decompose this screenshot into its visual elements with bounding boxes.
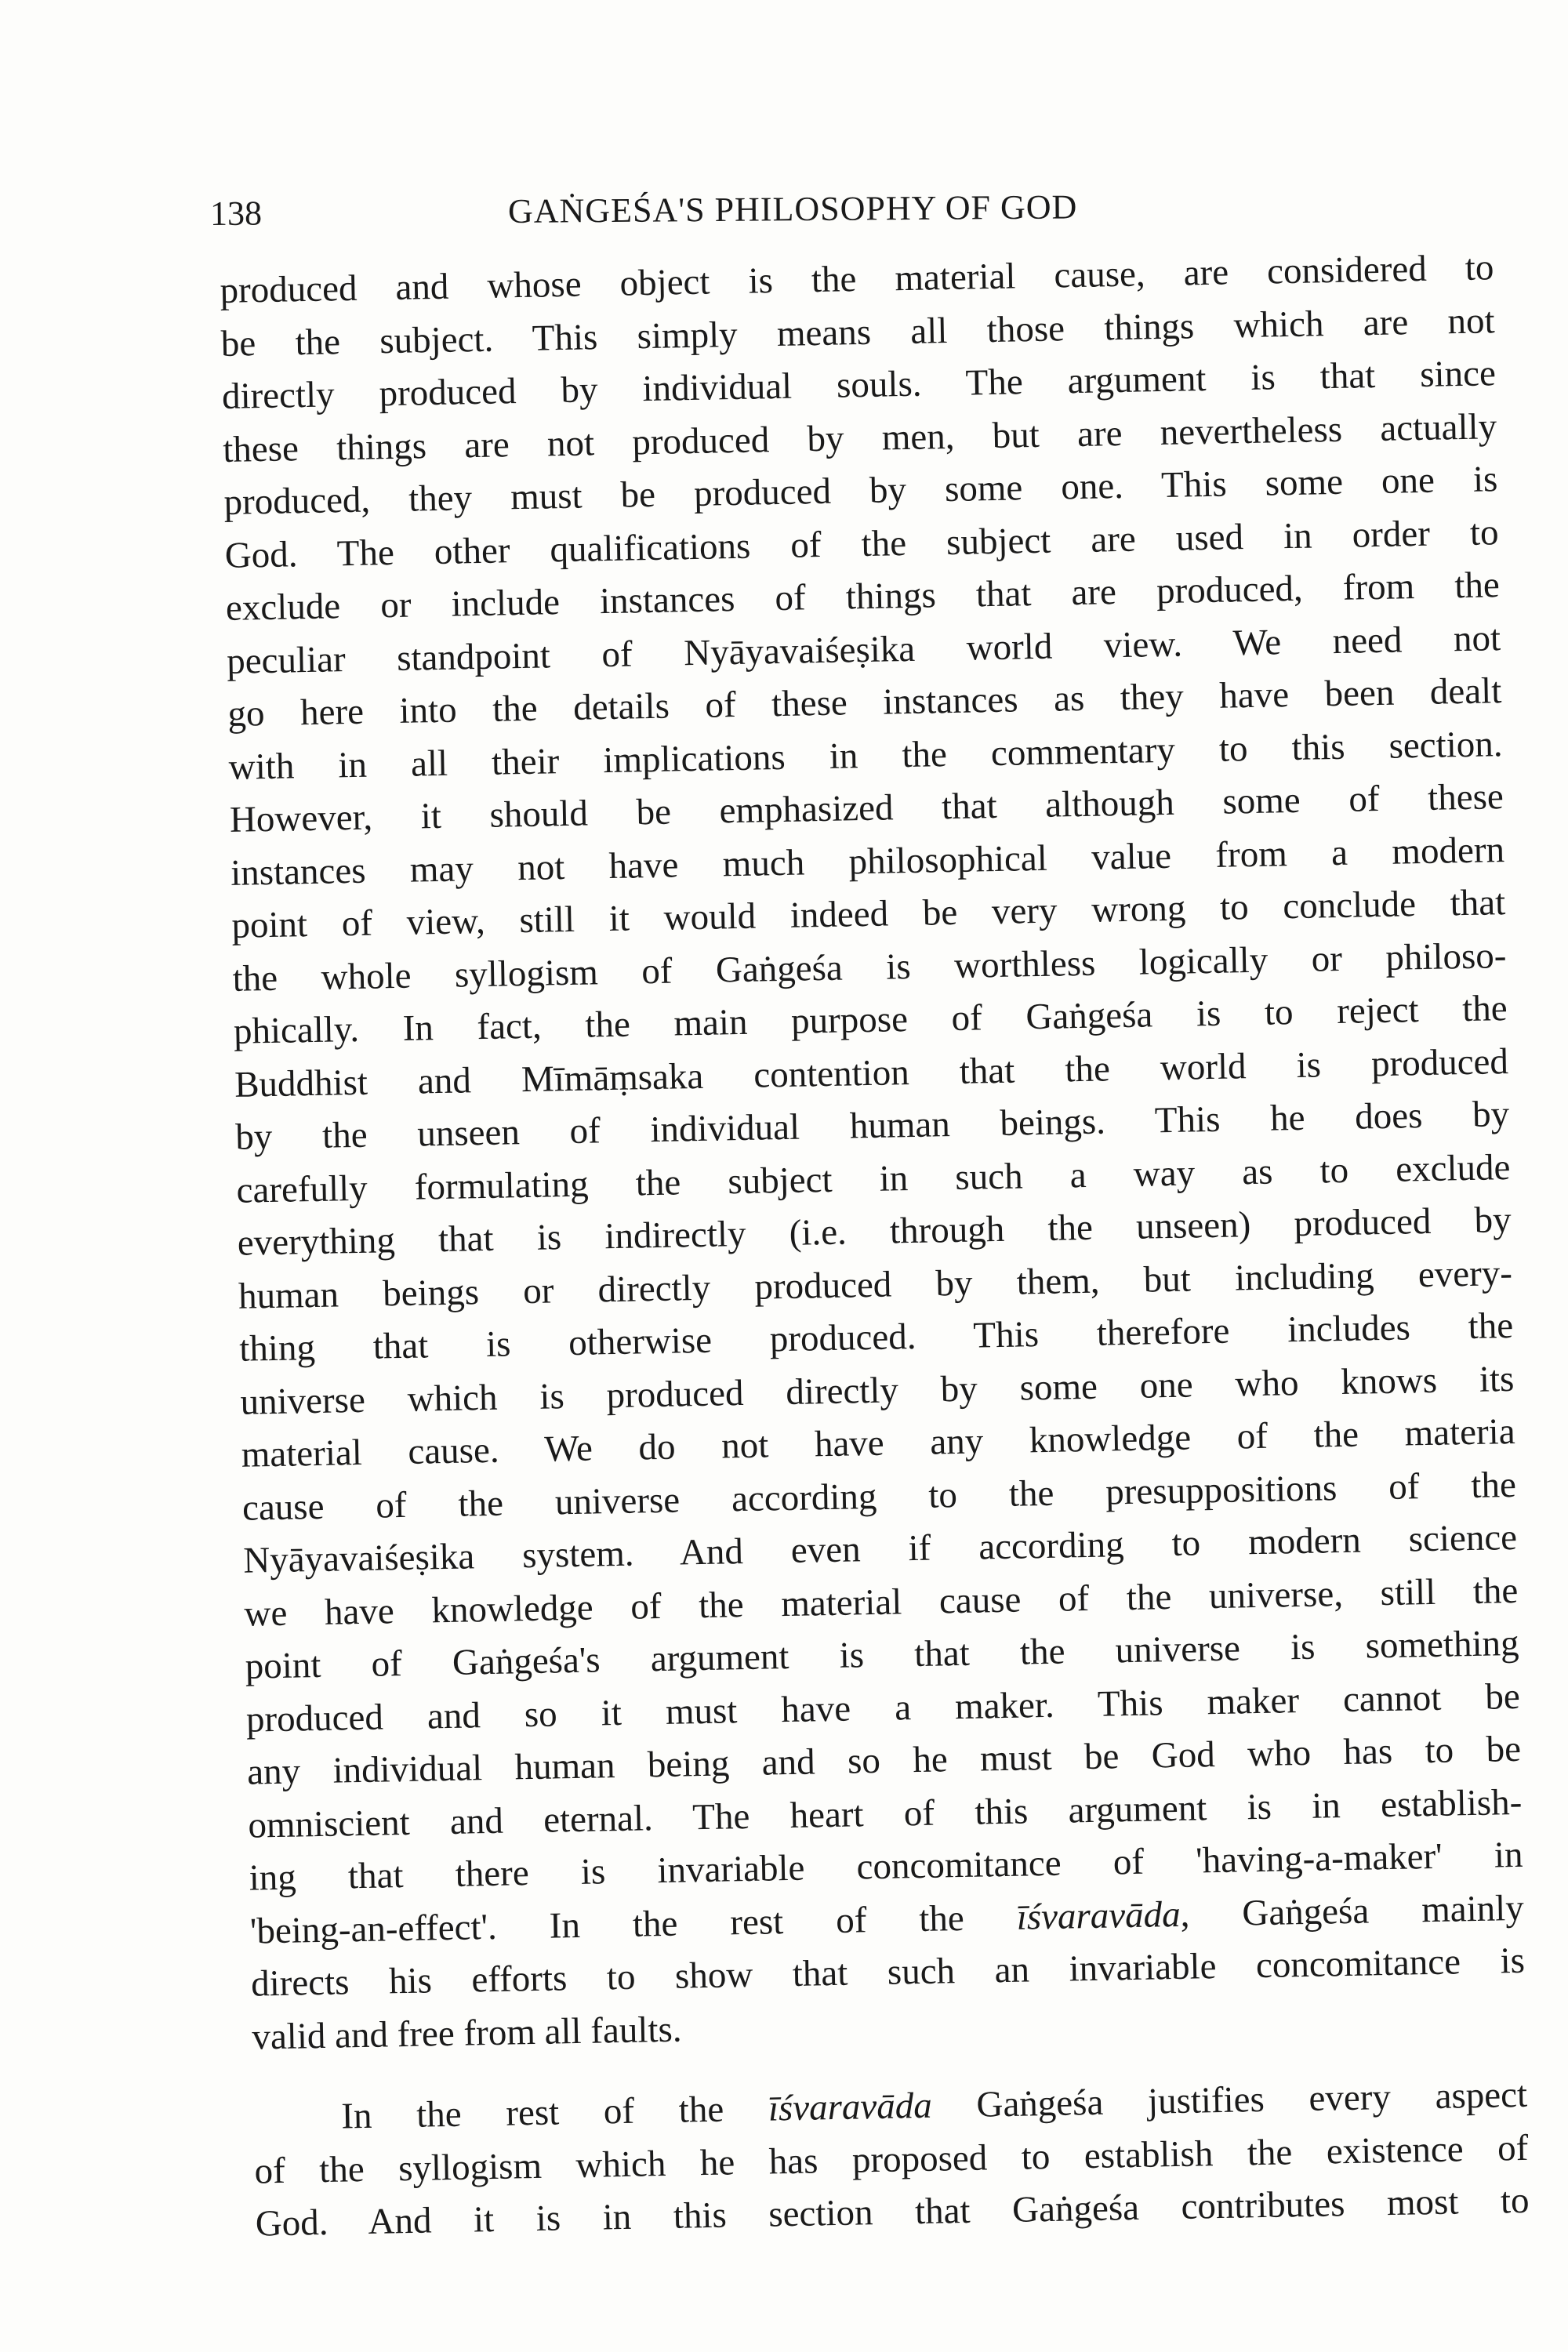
paragraph-2 <box>253 2069 1530 2251</box>
text-line: with in all their implications in the commentary to this section. <box>228 723 1503 788</box>
text-line: carefully formulating the subject in such a way as to exclude <box>236 1146 1511 1211</box>
text-segment: In the rest of the <box>340 2088 769 2137</box>
text-line: Buddhist and Mīmāṃsaka contention that the world is produced <box>234 1040 1509 1105</box>
text-line: produced and so it must have a maker. This maker cannot be <box>245 1675 1521 1740</box>
text-line: these things are not produced by men, but are nevertheless actually <box>222 405 1497 470</box>
text-line: everything that is indirectly (i.e. through the unseen) produced by <box>237 1200 1512 1264</box>
text-line: human beings or directly produced by them, but including every- <box>238 1252 1513 1317</box>
text-line: universe which is produced directly by some one who knows its <box>240 1358 1515 1423</box>
text-line: produced and whose object is the material cause, are considered to <box>220 247 1494 311</box>
text-line: omniscient and eternal. The heart of this argument is in establish- <box>247 1781 1523 1846</box>
text-line: any individual human being and so he must be God who has to be <box>246 1728 1522 1793</box>
paragraph-1 <box>220 241 1526 2063</box>
text-line: ing that there is invariable concomitance of 'having-a-maker' in <box>249 1834 1523 1899</box>
italic-term: īśvaravāda <box>768 2085 933 2129</box>
text-line: produced, they must be produced by some one. This some one is <box>223 459 1498 523</box>
text-line: the whole syllogism of Gaṅgeśa is worthless logically or philoso- <box>232 935 1507 1000</box>
text-line: peculiar standpoint of Nyāyavaiśeṣika world view. We need not <box>226 617 1501 682</box>
text-line: Nyāyavaiśeṣika system. And even if according to modern science <box>242 1516 1518 1581</box>
text-line: However, it should be emphasized that although some of these <box>229 776 1504 840</box>
text-line: we have knowledge of the material cause of the universe, still the <box>244 1570 1519 1635</box>
text-segment: Gaṅgeśa justifies every aspect <box>931 2074 1528 2126</box>
text-line: of the syllogism which he has proposed to establish the existence of <box>254 2127 1529 2192</box>
text-line: cause of the universe according to the presuppositions of the <box>241 1464 1517 1529</box>
page-number: 138 <box>209 194 263 233</box>
running-head <box>210 176 1527 241</box>
text-line: God. And it is in this section that Gaṅgeśa contributes most to <box>255 2180 1530 2245</box>
text-line: be the subject. This simply means all those things which are not <box>220 299 1496 365</box>
text-line: material cause. We do not have any knowledge of the materia <box>241 1410 1516 1475</box>
text-line: point of Gaṅgeśa's argument is that the universe is something <box>245 1622 1519 1687</box>
text-line: instances may not have much philosophical value from a modern <box>230 829 1505 894</box>
text-line: by the unseen of individual human beings. This he does by <box>234 1094 1510 1158</box>
running-title: GAṄGEŚA'S PHILOSOPHY OF GOD <box>507 187 1078 231</box>
text-line: phically. In fact, the main purpose of Gaṅgeśa is to reject the <box>233 988 1508 1052</box>
text-line: point of view, still it would indeed be very wrong to conclude that <box>230 882 1506 946</box>
body-text <box>220 241 1530 2251</box>
text-line: exclude or include instances of things that are produced, from the <box>225 564 1501 629</box>
text-line: directly produced by individual souls. The argument is that since <box>221 353 1497 417</box>
text-line: directs his efforts to show that such an invariable concomitance is <box>250 1940 1526 2005</box>
italic-term: īśvaravāda <box>1016 1893 1181 1938</box>
text-line: God. The other qualifications of the subject are used in order to <box>224 511 1499 576</box>
text-line: go here into the details of these instances as they have been dealt <box>227 670 1502 735</box>
text-segment: , Gaṅgeśa mainly <box>1180 1887 1525 1935</box>
text-line: valid and free from all faults. <box>251 2009 682 2058</box>
text-segment: 'being-an-effect'. In the rest of the <box>249 1897 965 1952</box>
text-line: thing that is otherwise produced. This therefore includes the <box>238 1305 1514 1370</box>
